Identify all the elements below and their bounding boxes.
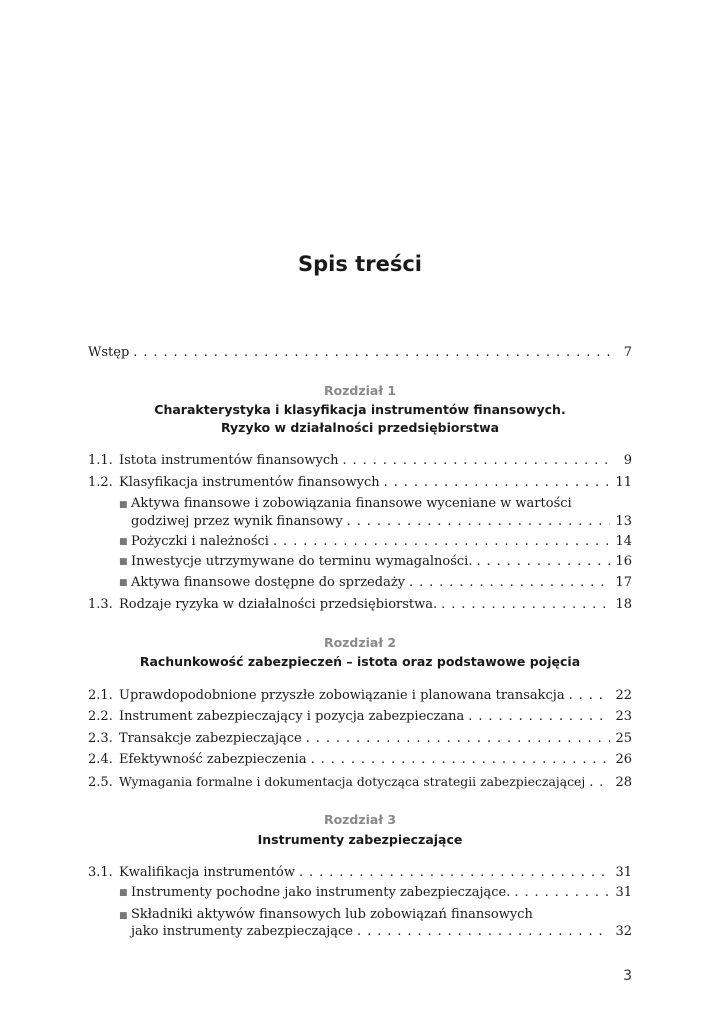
toc-page-number: 23 bbox=[615, 709, 632, 724]
toc-page-number: 22 bbox=[615, 688, 632, 703]
toc-subentry[interactable] bbox=[88, 533, 632, 551]
toc-entry[interactable] bbox=[88, 452, 632, 470]
toc-entry[interactable] bbox=[88, 474, 632, 492]
dot-leader bbox=[468, 708, 610, 726]
dot-leader bbox=[273, 533, 610, 551]
toc-entry-label: Wstęp bbox=[88, 345, 130, 360]
section-number: 1.3. bbox=[88, 597, 113, 612]
toc-entry-label: Instrumenty pochodne jako instrumenty zabezpieczające. bbox=[131, 885, 511, 900]
toc-page-number: 31 bbox=[615, 885, 632, 900]
toc-entry-label: Transakcje zabezpieczające bbox=[119, 731, 302, 746]
toc-entry-label: Rodzaje ryzyka w działalności przedsiębiorstwa. bbox=[119, 597, 438, 612]
toc-subentry-first-line[interactable] bbox=[88, 906, 533, 924]
toc-page-number: 31 bbox=[615, 865, 632, 880]
toc-subentry[interactable] bbox=[88, 574, 632, 592]
bullet-icon: ■ bbox=[119, 500, 128, 510]
bullet-icon: ■ bbox=[119, 557, 128, 567]
toc-page-number: 16 bbox=[615, 554, 632, 569]
toc-page-number: 32 bbox=[615, 924, 632, 939]
chapter-label: Rozdział 2 bbox=[323, 635, 397, 650]
toc-entry-label: Istota instrumentów finansowych bbox=[119, 453, 339, 468]
dot-leader bbox=[311, 751, 610, 769]
toc-page-number: 13 bbox=[615, 514, 632, 529]
toc-page-number: 25 bbox=[615, 731, 632, 746]
toc-entry-label: Aktywa finansowe dostępne do sprzedaży bbox=[131, 575, 406, 590]
dot-leader bbox=[306, 730, 610, 748]
toc-entry-label: Wymagania formalne i dokumentacja dotycząca strategii zabezpieczającej bbox=[119, 774, 586, 789]
toc-page-number: 9 bbox=[623, 453, 632, 468]
chapter-title: Instrumenty zabezpieczające bbox=[257, 832, 463, 847]
toc-entry[interactable] bbox=[88, 730, 632, 748]
section-number: 2.2. bbox=[88, 709, 113, 724]
dot-leader bbox=[569, 687, 610, 705]
chapter-title: Charakterystyka i klasyfikacja instrumentów finansowych. bbox=[154, 402, 566, 417]
toc-page-number: 7 bbox=[623, 345, 632, 360]
dot-leader bbox=[299, 864, 610, 882]
toc-entry[interactable] bbox=[88, 864, 632, 882]
toc-subentry[interactable] bbox=[88, 923, 632, 941]
chapter-title-line2: Ryzyko w działalności przedsiębiorstwa bbox=[220, 420, 500, 435]
toc-entry-label: Aktywa finansowe i zobowiązania finansowe wyceniane w wartości bbox=[131, 496, 572, 511]
toc-page-number: 26 bbox=[615, 752, 632, 767]
toc-page-number: 11 bbox=[615, 475, 632, 490]
dot-leader bbox=[514, 884, 610, 902]
toc-subentry[interactable] bbox=[88, 553, 632, 571]
table-of-contents bbox=[88, 0, 632, 1024]
bullet-icon: ■ bbox=[119, 911, 128, 921]
bullet-icon: ■ bbox=[119, 537, 128, 547]
toc-subentry-first-line[interactable] bbox=[88, 495, 572, 513]
chapter-title: Rachunkowość zabezpieczeń – istota oraz podstawowe pojęcia bbox=[139, 654, 581, 669]
dot-leader bbox=[384, 474, 610, 492]
dot-leader bbox=[589, 774, 610, 792]
toc-entry-label: Efektywność zabezpieczenia bbox=[119, 752, 307, 767]
toc-entry-label: jako instrumenty zabezpieczające bbox=[131, 924, 353, 939]
dot-leader bbox=[342, 452, 610, 470]
dot-leader bbox=[347, 513, 610, 531]
toc-entry[interactable] bbox=[88, 687, 632, 705]
toc-entry-label: Kwalifikacja instrumentów bbox=[119, 865, 295, 880]
page-number: 3 bbox=[623, 968, 632, 984]
toc-subentry[interactable] bbox=[88, 884, 632, 902]
toc-entry-label: Pożyczki i należności bbox=[131, 534, 269, 549]
toc-entry[interactable] bbox=[88, 751, 632, 769]
section-number: 2.3. bbox=[88, 731, 113, 746]
chapter-label: Rozdział 3 bbox=[323, 812, 397, 827]
bullet-icon: ■ bbox=[119, 888, 128, 898]
toc-subentry[interactable] bbox=[88, 513, 632, 531]
toc-entry-label: Instrument zabezpieczający i pozycja zabezpieczana bbox=[119, 709, 465, 724]
bullet-icon: ■ bbox=[119, 578, 128, 588]
page-title: Spis treści bbox=[298, 252, 422, 276]
toc-page-number: 18 bbox=[615, 597, 632, 612]
toc-entry-label: Klasyfikacja instrumentów finansowych bbox=[119, 475, 380, 490]
toc-entry[interactable] bbox=[88, 773, 632, 791]
toc-page-number: 17 bbox=[615, 575, 632, 590]
toc-entry-label: godziwej przez wynik finansowy bbox=[131, 514, 343, 529]
toc-page-number: 28 bbox=[615, 775, 632, 790]
section-number: 1.1. bbox=[88, 453, 113, 468]
section-number: 1.2. bbox=[88, 475, 113, 490]
toc-entry-label: Uprawdopodobnione przyszłe zobowiązanie i planowana transakcja bbox=[119, 688, 565, 703]
toc-entry[interactable] bbox=[88, 596, 632, 614]
section-number: 2.4. bbox=[88, 752, 113, 767]
dot-leader bbox=[409, 574, 610, 592]
section-number: 3.1. bbox=[88, 865, 113, 880]
dot-leader bbox=[357, 923, 610, 941]
toc-entry-label: Inwestycje utrzymywane do terminu wymagalności. bbox=[131, 554, 473, 569]
dot-leader bbox=[476, 553, 610, 571]
toc-entry[interactable] bbox=[88, 708, 632, 726]
toc-entry-label: Składniki aktywów finansowych lub zobowiązań finansowych bbox=[131, 907, 533, 922]
chapter-label: Rozdział 1 bbox=[323, 383, 397, 398]
section-number: 2.5. bbox=[88, 775, 113, 790]
toc-page-number: 14 bbox=[615, 534, 632, 549]
section-number: 2.1. bbox=[88, 688, 113, 703]
dot-leader bbox=[441, 596, 610, 614]
dot-leader bbox=[133, 344, 610, 362]
toc-entry-intro[interactable] bbox=[88, 344, 632, 362]
